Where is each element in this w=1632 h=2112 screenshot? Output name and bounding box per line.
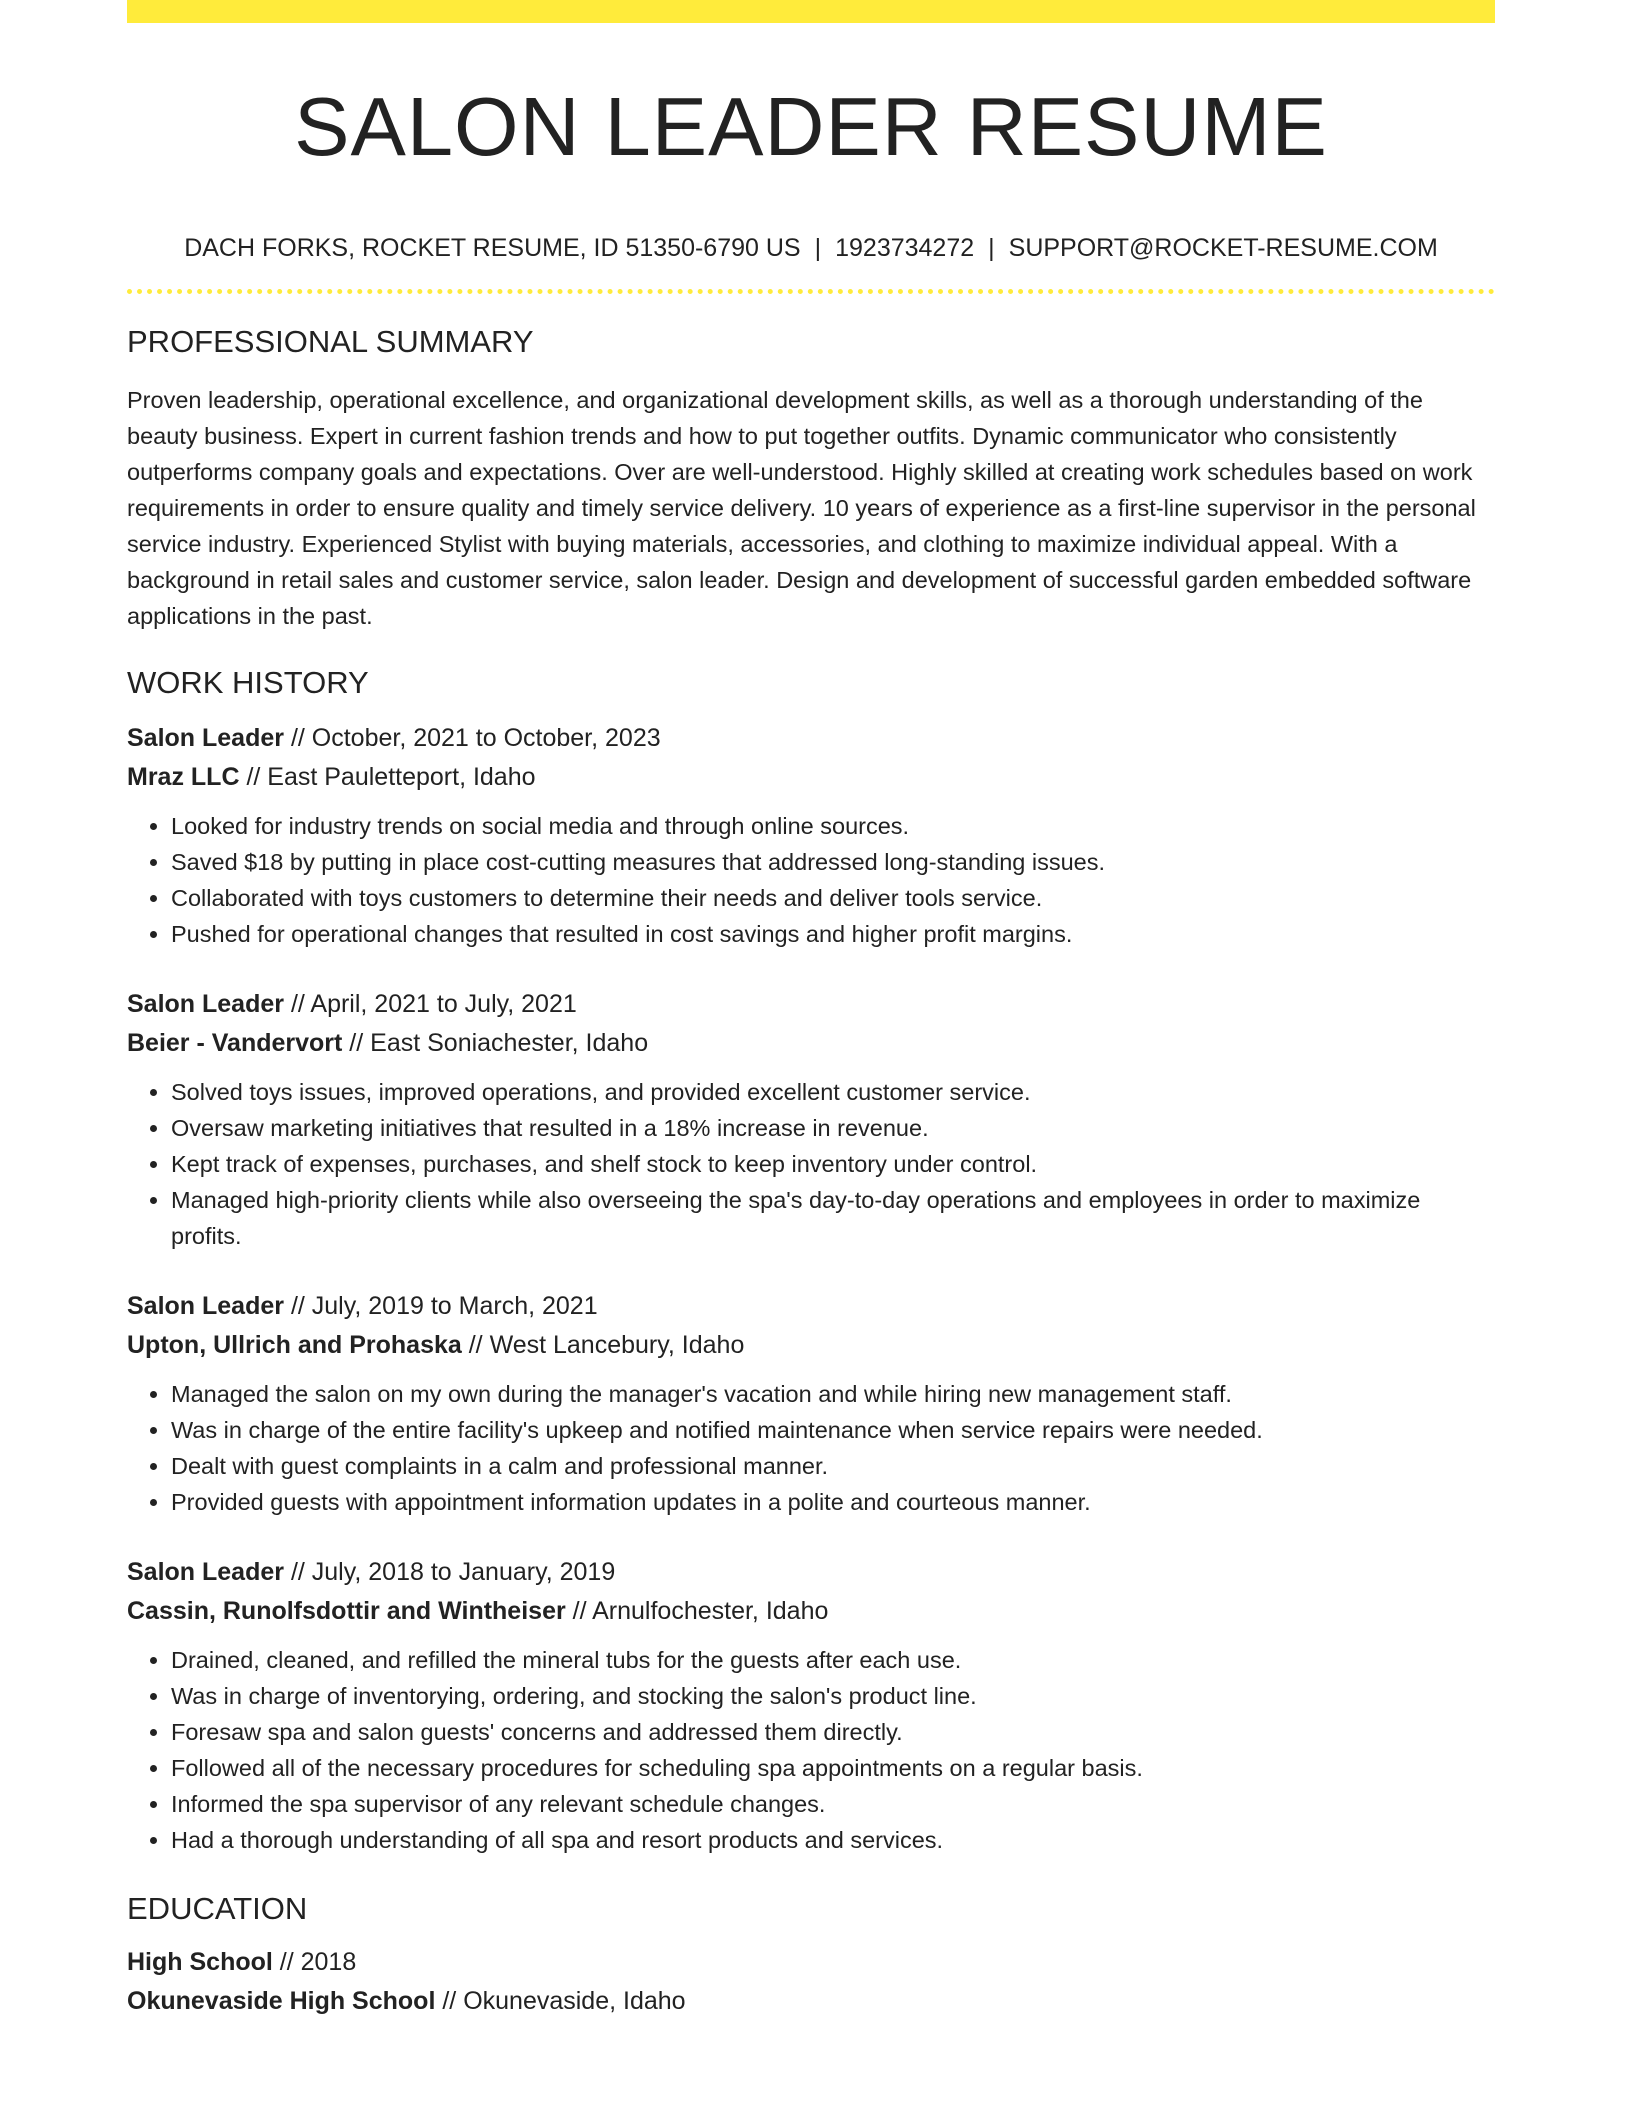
job-location: // East Pauletteport, Idaho <box>239 763 536 791</box>
education-year: // 2018 <box>272 1948 357 1976</box>
job-bullet: • Oversaw marketing initiatives that resulted in a 18% increase in revenue. <box>171 1110 1495 1146</box>
education-degree: High School <box>127 1948 273 1976</box>
job-bullet: • Solved toys issues, improved operations, and provided excellent customer service. <box>171 1074 1495 1110</box>
job-bullet: • Pushed for operational changes that resulted in cost savings and higher profit margins. <box>171 916 1495 952</box>
accent-top-bar <box>127 0 1495 23</box>
contact-email: SUPPORT@ROCKET-RESUME.COM <box>1008 234 1438 262</box>
job-bullet: • Collaborated with toys customers to determine their needs and deliver tools service. <box>171 880 1495 916</box>
job-location: // East Soniachester, Idaho <box>342 1029 649 1057</box>
job-bullet: • Foresaw spa and salon guests' concerns and addressed them directly. <box>171 1714 1495 1750</box>
education-entry <box>127 1943 1495 2021</box>
contact-line <box>127 233 1495 263</box>
job-title: Salon Leader <box>127 990 284 1018</box>
job-company: Cassin, Runolfsdottir and Wintheiser <box>127 1597 566 1625</box>
job-bullet: • Managed the salon on my own during the manager's vacation and while hiring new management staff. <box>171 1376 1495 1412</box>
contact-separator: | <box>988 234 995 262</box>
education-school-line <box>127 1982 1495 2021</box>
summary-text: Proven leadership, operational excellence, and organizational development skills, as well as a thorough understanding of the beauty business. Expert in current fashion trends and how to put together outfits. Dynamic communicator who consistently outperforms company goals and expectations. Over are well-understood. Highly skilled at creating work schedules based on work requirements in order to ensure quality and timely service delivery. 10 years of experience as a first-line supervisor in the personal service industry. Experienced Stylist with buying materials, accessories, and clothing to maximize individual appeal. With a background in retail sales and customer service, salon leader. Design and development of successful garden embedded software applications in the past. <box>127 387 1476 629</box>
job-company-line <box>127 758 1495 797</box>
job-bullet: • Informed the spa supervisor of any relevant schedule changes. <box>171 1786 1495 1822</box>
contact-phone: 1923734272 <box>835 234 975 262</box>
education-degree-line <box>127 1943 1495 1982</box>
job-company: Upton, Ullrich and Prohaska <box>127 1331 462 1359</box>
work-history-heading: WORK HISTORY <box>127 665 369 700</box>
job-bullet: • Followed all of the necessary procedures for scheduling spa appointments on a regular basis. <box>171 1750 1495 1786</box>
job-dates: // July, 2018 to January, 2019 <box>284 1558 616 1586</box>
job-bullet: • Had a thorough understanding of all spa and resort products and services. <box>171 1822 1495 1858</box>
job-title: Salon Leader <box>127 724 284 752</box>
resume-page <box>127 0 1495 2021</box>
job-bullets <box>127 1376 1495 1520</box>
job-bullet: • Drained, cleaned, and refilled the mineral tubs for the guests after each use. <box>171 1642 1495 1678</box>
job-entry <box>127 1287 1495 1520</box>
job-company: Beier - Vandervort <box>127 1029 343 1057</box>
job-location: // West Lancebury, Idaho <box>461 1331 745 1359</box>
job-bullets <box>127 1074 1495 1254</box>
job-bullet: • Looked for industry trends on social media and through online sources. <box>171 808 1495 844</box>
job-company-line <box>127 1024 1495 1063</box>
job-bullet: • Dealt with guest complaints in a calm and professional manner. <box>171 1448 1495 1484</box>
resume-title: SALON LEADER RESUME <box>294 80 1328 173</box>
contact-address: DACH FORKS, ROCKET RESUME, ID 51350-6790 US <box>184 234 801 262</box>
job-bullet: • Kept track of expenses, purchases, and shelf stock to keep inventory under control. <box>171 1146 1495 1182</box>
dotted-divider <box>127 289 1495 294</box>
job-bullet: • Saved $18 by putting in place cost-cutting measures that addressed long-standing issues. <box>171 844 1495 880</box>
job-title-line <box>127 1553 1495 1592</box>
job-title-line <box>127 1287 1495 1326</box>
job-dates: // July, 2019 to March, 2021 <box>284 1292 598 1320</box>
job-company: Mraz LLC <box>127 763 240 791</box>
job-title: Salon Leader <box>127 1292 284 1320</box>
job-title-line <box>127 985 1495 1024</box>
job-company-line <box>127 1326 1495 1365</box>
job-bullet: • Was in charge of the entire facility's upkeep and notified maintenance when service repairs were needed. <box>171 1412 1495 1448</box>
education-school: Okunevaside High School <box>127 1987 436 2015</box>
job-bullet: • Was in charge of inventorying, ordering, and stocking the salon's product line. <box>171 1678 1495 1714</box>
education-heading: EDUCATION <box>127 1891 308 1926</box>
job-company-line <box>127 1592 1495 1631</box>
contact-separator: | <box>814 234 822 262</box>
summary-heading: PROFESSIONAL SUMMARY <box>127 324 534 359</box>
education-location: // Okunevaside, Idaho <box>435 1987 686 2015</box>
job-title: Salon Leader <box>127 1558 284 1586</box>
job-bullet: • Managed high-priority clients while also overseeing the spa's day-to-day operations and employees in order to maximize profits. <box>171 1182 1495 1254</box>
job-location: // Arnulfochester, Idaho <box>565 1597 829 1625</box>
job-entry <box>127 985 1495 1254</box>
job-bullet: • Provided guests with appointment information updates in a polite and courteous manner. <box>171 1484 1495 1520</box>
job-entry <box>127 719 1495 952</box>
job-title-line <box>127 719 1495 758</box>
job-dates: // April, 2021 to July, 2021 <box>284 990 577 1018</box>
job-list <box>127 719 1495 1858</box>
job-bullets <box>127 1642 1495 1858</box>
job-dates: // October, 2021 to October, 2023 <box>284 724 661 752</box>
job-bullets <box>127 808 1495 952</box>
job-entry <box>127 1553 1495 1858</box>
